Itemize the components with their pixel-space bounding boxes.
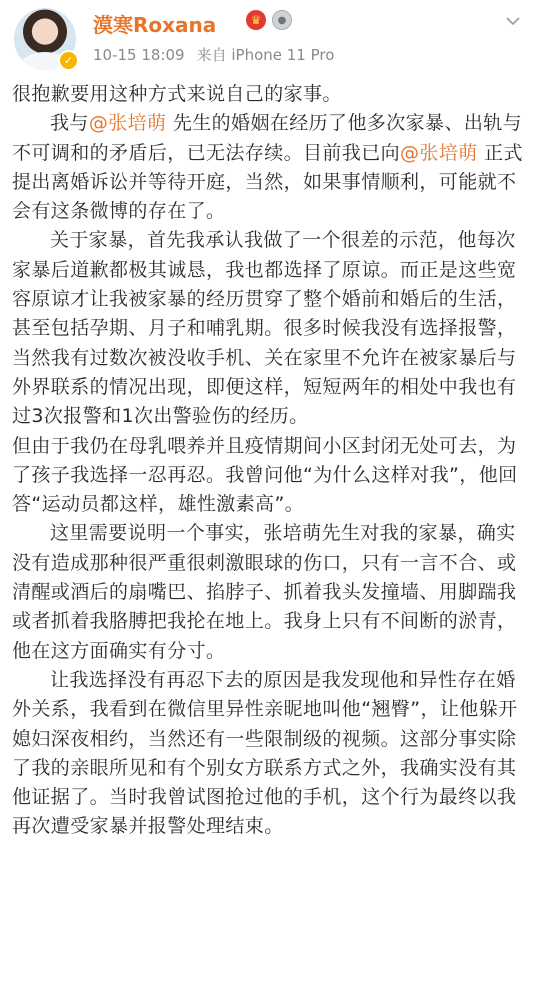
paragraph-3: 关于家暴，首先我承认我做了一个很差的示范，他每次家暴后道歉都极其诚恳，我也都选择了原谅。而正是这些宽容原谅才让我被家暴的经历贯穿了整个婚前和婚后的生活，甚至包括孕期、月子和哺乳期。很多时候我没有选择报警，当然我有过数次被没收手机、关在家里不允许在被家暴后与外界联系的情况出现，即便这样，短短两年的相处中我也有过3次报警和1次出警验伤的经历。 — [12, 229, 517, 428]
crown-icon[interactable]: ♛ — [246, 10, 266, 30]
paragraph-5: 这里需要说明一个事实，张培萌先生对我的家暴，确实没有造成那种很严重很刺激眼球的伤口，只有一言不合、或清醒或酒后的扇嘴巴、掐脖子、抓着我头发撞墙、用脚踹我或者抓着我胳膊把我抡在地上。我身上只有不间断的淤青，他在这方面确实有分寸。 — [12, 522, 517, 662]
mention-link[interactable]: @张培萌 — [400, 141, 478, 164]
chevron-down-icon[interactable] — [504, 12, 522, 30]
post-timestamp: 10-15 18:09 — [93, 46, 185, 64]
paragraph-4: 但由于我仍在母乳喂养并且疫情期间小区封闭无处可去，为了孩子我选择一忍再忍。我曾问他“为什么这样对我”，他回答“运动员都这样，雄性激素高”。 — [12, 434, 518, 516]
paragraph-text: 我与 — [50, 112, 89, 135]
paragraph-1: 很抱歉要用这种方式来说自己的家事。 — [12, 83, 342, 105]
medal-icon[interactable]: ● — [272, 10, 292, 30]
verified-badge-icon: ✓ — [58, 50, 79, 71]
post-meta — [93, 44, 346, 65]
paragraph-6: 让我选择没有再忍下去的原因是我发现他和异性存在婚外关系，我看到在微信里异性亲昵地叫他“翘臀”，让他躲开媳妇深夜相约，当然还有一些限制级的视频。这部分事实除了我的亲眼所见和有个别女方联系方式之外，我确实没有其他证据了。当时我曾试图抢过他的手机，这个行为最终以我再次遭受家暴并报警处理结束。 — [12, 668, 518, 838]
post-body — [12, 80, 528, 842]
paragraph-2 — [12, 109, 528, 226]
mention-link[interactable]: @张培萌 — [88, 112, 167, 135]
author-name[interactable]: 漠寒Roxana — [93, 13, 217, 37]
paragraph-text: 正式提出离婚诉讼并等待开庭，当然，如果事情顺利，可能就不会有这条微博的存在了。 — [12, 141, 523, 223]
paragraph-text: 先生的婚姻在经历了他多次家暴、出轨与不可调和的矛盾后，已无法存续。目前我已向 — [12, 112, 523, 164]
post-header — [0, 0, 540, 78]
post-source[interactable]: 来自 iPhone 11 Pro — [196, 46, 335, 64]
